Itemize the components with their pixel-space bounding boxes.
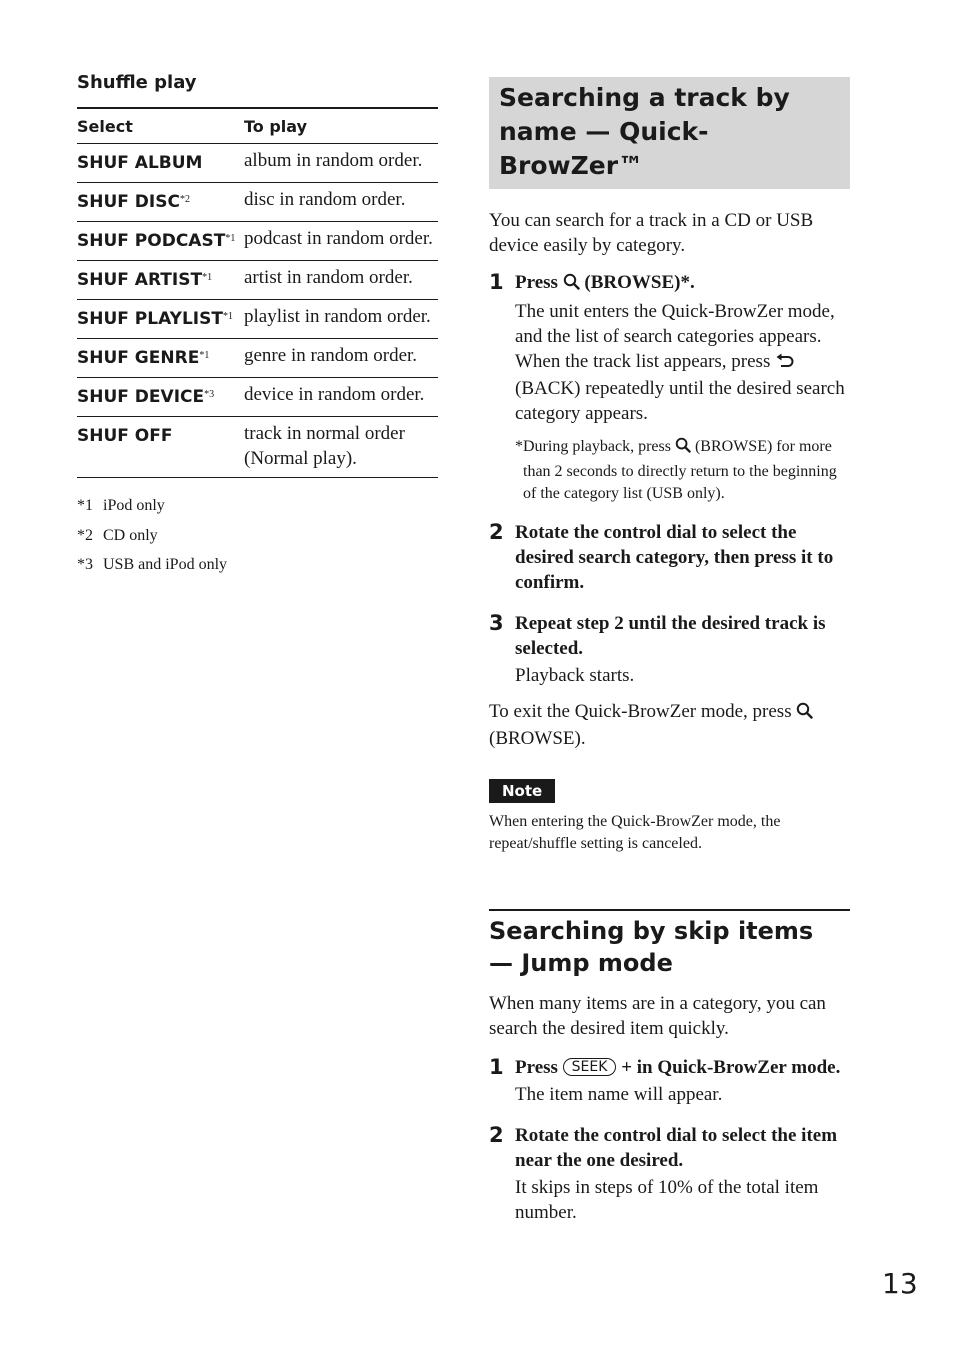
step-title: Rotate the control dial to select the item near the one desired. — [515, 1124, 838, 1171]
shuffle-mode: SHUF DISC — [77, 192, 180, 212]
shuffle-description: artist in random order. — [244, 261, 438, 300]
jump-heading-block — [489, 909, 850, 979]
step-footnote — [515, 436, 850, 506]
footnote-ref: *1 — [222, 311, 233, 322]
shuffle-description: track in normal order (Normal play). — [244, 423, 405, 469]
step-back-text: When the track list appears, press — [515, 351, 771, 372]
shuffle-description: device in random order. — [244, 378, 438, 417]
table-header-row — [77, 108, 438, 144]
header-to-play: To play — [244, 108, 438, 144]
note-label: Note — [489, 779, 555, 803]
step-number: 1 — [489, 1054, 504, 1079]
jump-heading-line1: Searching by skip items — [489, 916, 814, 945]
browzer-intro: You can search for a track in a CD or USB device easily by category. — [489, 210, 814, 256]
table-row — [77, 378, 438, 417]
footnote-text: CD only — [103, 526, 158, 544]
page-number: 13 — [882, 1267, 918, 1300]
search-icon — [563, 272, 580, 297]
jump-step-2 — [489, 1123, 850, 1225]
footnote-text-a: During playback, press — [523, 438, 671, 455]
header-select: Select — [77, 108, 244, 144]
footnote-ref: *1 — [225, 233, 236, 244]
footnote-text-b: (BROWSE) for more than 2 seconds to directly return to the beginning of the category list (USB only). — [523, 438, 837, 502]
search-icon — [796, 701, 813, 726]
shuffle-mode: SHUF OFF — [77, 426, 173, 446]
step-title: Rotate the control dial to select the desired search category, then press it to confirm. — [515, 521, 834, 593]
seek-button-label: SEEK — [563, 1058, 617, 1076]
step-press: Press — [515, 272, 558, 293]
step-title: Repeat step 2 until the desired track is selected. — [515, 612, 826, 659]
step-description: Playback starts. — [515, 664, 635, 686]
footnote — [77, 550, 438, 580]
shuffle-mode: SHUF DEVICE — [77, 387, 205, 407]
right-column — [489, 77, 850, 1225]
footnote-mark: *3 — [77, 556, 93, 573]
table-footnotes — [77, 491, 438, 580]
browzer-step-2 — [489, 520, 850, 595]
browzer-heading: Searching a track by name — Quick-BrowZer™ — [499, 83, 790, 180]
footnote — [77, 521, 438, 551]
step-rest: + in Quick-BrowZer mode. — [621, 1056, 841, 1078]
step-number: 1 — [489, 270, 504, 294]
table-row — [77, 300, 438, 339]
table-row — [77, 417, 438, 478]
jump-intro: When many items are in a category, you can search the desired item quickly. — [489, 992, 826, 1039]
shuffle-mode: SHUF ARTIST — [77, 270, 203, 290]
footnote-ref: *3 — [204, 389, 215, 400]
table-row — [77, 144, 438, 183]
table-row — [77, 339, 438, 378]
step-press: Press — [515, 1056, 558, 1078]
footnote-text: iPod only — [103, 497, 165, 514]
step-description: It skips in steps of 10% of the total item number. — [515, 1176, 819, 1223]
jump-heading-line2: — Jump mode — [489, 948, 673, 977]
footnote-mark: * — [515, 438, 523, 455]
browzer-heading-box — [489, 77, 850, 189]
step-back-rest: (BACK) repeatedly until the desired search category appears. — [515, 378, 845, 424]
shuffle-description: genre in random order. — [244, 339, 438, 378]
footnote-mark: *1 — [77, 497, 93, 514]
footnote — [77, 491, 438, 521]
note-text: When entering the Quick-BrowZer mode, the repeat/shuffle setting is canceled. — [489, 812, 781, 852]
step-number: 3 — [489, 610, 504, 635]
footnote-ref: *1 — [202, 272, 213, 283]
table-row — [77, 222, 438, 261]
back-icon — [775, 351, 795, 376]
shuffle-mode: SHUF ALBUM — [77, 153, 203, 173]
shuffle-mode: SHUF GENRE — [77, 348, 200, 368]
step-browse-label: (BROWSE)*. — [584, 272, 695, 293]
footnote-ref: *1 — [199, 350, 210, 361]
exit-text-b: (BROWSE). — [489, 727, 586, 749]
browzer-step-1 — [489, 270, 850, 506]
browzer-step-3 — [489, 611, 850, 688]
footnote-mark: *2 — [77, 526, 93, 544]
shuffle-description: playlist in random order. — [244, 300, 438, 339]
step-number: 2 — [489, 1122, 504, 1147]
browzer-exit-text — [489, 699, 850, 751]
search-icon — [675, 437, 691, 461]
table-row — [77, 183, 438, 222]
shuffle-description: album in random order. — [244, 144, 438, 183]
footnote-ref: *2 — [179, 194, 190, 205]
shuffle-description: disc in random order. — [244, 183, 438, 222]
step-description: The item name will appear. — [515, 1083, 723, 1105]
shuffle-mode: SHUF PLAYLIST — [77, 309, 223, 329]
table-row — [77, 261, 438, 300]
step-number: 2 — [489, 519, 504, 544]
footnote-text: USB and iPod only — [103, 556, 228, 573]
shuffle-table — [77, 107, 438, 478]
exit-text-a: To exit the Quick-BrowZer mode, press — [489, 700, 792, 722]
shuffle-mode: SHUF PODCAST — [77, 231, 226, 251]
shuffle-description: podcast in random order. — [244, 222, 438, 261]
step-description: The unit enters the Quick-BrowZer mode, and the list of search categories appears. — [515, 301, 835, 347]
jump-step-1 — [489, 1055, 850, 1107]
shuffle-title: Shuffle play — [77, 72, 197, 93]
shuffle-section — [77, 70, 438, 580]
